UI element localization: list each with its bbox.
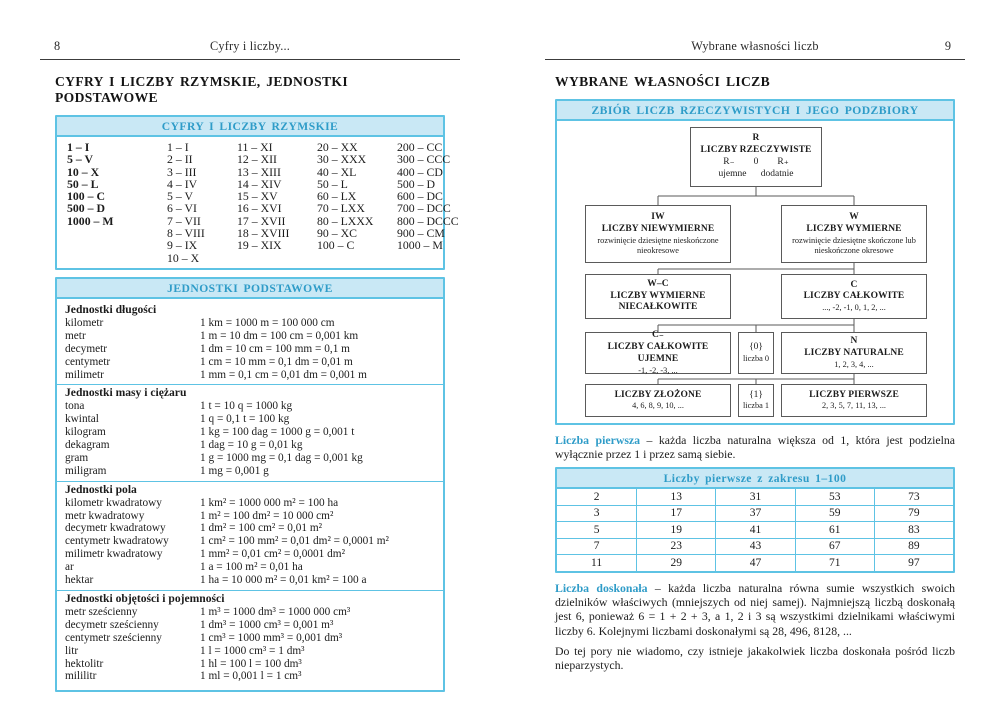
prime-cell: 83 [874,521,953,538]
prime-cell: 41 [715,521,794,538]
prime-cell: 23 [636,538,715,555]
unit-conversion: 1 km² = 1000 000 m² = 100 ha [200,496,339,509]
unit-row [57,658,443,671]
roman-pair: 14 – XIV [237,176,282,191]
roman-column-4 [317,141,397,264]
roman-pair: 2 – II [167,152,193,167]
unit-row [57,343,443,356]
primes-table [555,467,955,573]
prime-cell: 67 [795,538,874,555]
roman-pair: 4 – IV [167,176,198,191]
prime-cell: 97 [874,554,953,571]
perfect-number-definition [555,581,955,638]
roman-pair: 16 – XVI [237,201,282,216]
prime-cell: 79 [874,505,953,522]
roman-pair: 19 – XIX [237,238,282,253]
unit-conversion: 1 g = 1000 mg = 0,1 dag = 0,001 kg [200,451,363,464]
roman-pair: 900 – CM [397,226,445,241]
unit-row [57,510,443,523]
unit-row [57,452,443,465]
diagram-title: ZBIÓR LICZB RZECZYWISTYCH I JEGO PODZBIORY [557,101,953,121]
roman-numerals-table [55,115,459,270]
unit-conversion: 1 dm³ = 1000 cm³ = 0,001 m³ [200,618,334,631]
roman-column-2 [167,141,237,264]
roman-pair: 12 – XII [237,152,277,167]
diagram-canvas [557,121,953,423]
diagram-box-line: LICZBY CAŁKOWITE [803,291,905,302]
unit-name: kilogram [65,426,106,439]
roman-pair: 400 – CD [397,164,443,179]
prime-cell: 37 [715,505,794,522]
unit-name: dekagram [65,439,110,452]
roman-pair: 1000 – M [397,238,443,253]
roman-pair: 6 – VI [167,201,197,216]
diagram-box-line: rozwinięcie dziesiętne skończone lub nieskończone okresowe [792,235,916,255]
unit-name: kwintal [65,413,99,426]
primes-table-body [557,489,953,571]
unit-row [57,548,443,561]
roman-pair: 11 – XI [237,140,273,154]
unit-conversion: 1 kg = 100 dag = 1000 g = 0,001 t [200,426,355,439]
unit-section-heading: Jednostki długości [65,302,157,316]
basic-units-table [55,277,445,692]
unit-row [57,632,443,645]
unit-row [57,426,443,439]
unit-conversion: 1 dm² = 100 cm² = 0,01 m² [200,522,323,535]
unit-conversion: 1 cm² = 100 mm² = 0,01 dm² = 0,0001 m² [200,535,389,548]
definition-text: – każda liczba naturalna równa sumie wszystkich swoich dzielników właściwych (mniejszych od niej samej). Najmniejszą liczbą doskonałą jest 6, ponieważ 6 = 1 + 2 + 3, a 1, 2 i 3 są wszystkimi dzielnikami właściwymi liczby 6. Kolejnymi liczbami doskonałymi są 28, 496, 8128, ... [555,580,955,638]
diagram-box-zlozone [585,384,731,417]
unit-name: gram [65,451,89,464]
unit-conversion: 1 ha = 10 000 m² = 0,01 km² = 100 a [200,574,367,587]
unit-name: hektolitr [65,657,104,670]
page-title: CYFRY I LICZBY RZYMSKIE, JEDNOSTKI PODSTAWOWE [55,74,348,105]
page-title: WYBRANE WŁASNOŚCI LICZB [555,74,771,89]
unit-row [57,522,443,535]
diagram-box-line: liczba 0 [742,353,770,363]
unit-conversion: 1 m² = 100 dm² = 10 000 cm² [200,509,334,522]
roman-column-3 [237,141,317,264]
unit-name: decymetr [65,342,108,355]
unit-name: centymetr sześcienny [65,631,162,644]
real-numbers-diagram [555,99,955,425]
roman-pair: 600 – DC [397,189,443,204]
diagram-box-line: LICZBY ZŁOŻONE [614,389,702,400]
unit-conversion: 1 mm = 0,1 cm = 0,01 dm = 0,001 m [200,368,367,381]
roman-column-5 [397,141,459,264]
prime-cell: 31 [715,489,794,505]
unit-row [57,369,443,382]
perfect-number-note: Do tej pory nie wiadomo, czy istnieje jakakolwiek liczba doskonała pośród liczb nieparzystych. [555,643,955,672]
unit-name: miligram [65,464,107,477]
unit-row [57,619,443,632]
unit-conversion: 1 hl = 100 l = 100 dm³ [200,657,302,670]
running-head-right [545,30,965,60]
roman-pair: 90 – XC [317,226,357,241]
running-head-left [40,30,460,60]
diagram-box-r [690,127,822,187]
diagram-box-line: LICZBY WYMIERNE [806,223,902,234]
diagram-box-line: IW [651,212,665,222]
diagram-box-cneg [585,332,731,374]
roman-pair: 800 – DCCC [397,213,459,228]
roman-pair: 3 – III [167,164,197,179]
unit-conversion: 1 ml = 0,001 l = 1 cm³ [200,670,302,683]
unit-row [57,317,443,330]
unit-section-heading: Jednostki masy i ciężaru [65,386,187,400]
prime-cell: 43 [715,538,794,555]
unit-conversion: 1 mg = 0,001 g [200,464,269,477]
unit-name: litr [65,644,79,657]
unit-name: centymetr [65,355,111,368]
unit-section [57,384,443,480]
page-right [545,30,965,678]
diagram-box-line: LICZBY WYMIERNE [610,290,706,301]
unit-conversion: 1 cm = 10 mm = 0,1 dm = 0,01 m [200,355,353,368]
roman-pair: 17 – XVII [237,213,286,228]
running-title: Wybrane własności liczb [691,39,819,53]
diagram-box-wc [585,274,731,319]
unit-row [57,400,443,413]
roman-pair: 18 – XVIII [237,226,290,241]
roman-pair: 100 – C [67,189,106,204]
diagram-box-line: LICZBY NIEWYMIERNE [601,223,715,234]
unit-row [57,413,443,426]
unit-row [57,497,443,510]
diagram-box-n [781,332,927,374]
unit-section [57,590,443,686]
roman-pair: 1 – I [167,140,189,154]
diagram-box-line: LICZBY NATURALNE [804,347,904,358]
roman-pair: 50 – L [317,176,348,191]
prime-cell: 7 [557,538,636,555]
roman-pair: 8 – VIII [167,226,205,241]
unit-conversion: 1 q = 0,1 t = 100 kg [200,413,290,426]
prime-cell: 11 [557,554,636,571]
unit-row [57,574,443,587]
diagram-box-line: {1} [749,389,763,400]
unit-conversion: 1 m³ = 1000 dm³ = 1000 000 cm³ [200,605,351,618]
page-left [40,30,460,699]
roman-pair: 80 – LXXX [317,213,374,228]
unit-row [57,465,443,478]
diagram-box-line: 4, 6, 8, 9, 10, ... [632,401,684,411]
definition-term: Liczba doskonała [555,580,648,595]
roman-pair: 60 – LX [317,189,357,204]
diagram-box-pierwsze [781,384,927,417]
diagram-box-w [781,205,927,263]
prime-cell: 47 [715,554,794,571]
unit-row [57,356,443,369]
prime-cell: 61 [795,521,874,538]
unit-name: ar [65,561,74,574]
diagram-box-line: ..., -2, -1, 0, 1, 2, ... [822,303,886,313]
prime-number-definition [555,433,955,461]
roman-pair: 700 – DCC [397,201,451,216]
unit-row [57,645,443,658]
running-title: Cyfry i liczby... [209,39,291,53]
roman-column-1 [67,141,167,264]
unit-conversion: 1 dm = 10 cm = 100 mm = 0,1 m [200,342,350,355]
unit-conversion: 1 cm³ = 1000 mm³ = 0,001 dm³ [200,631,343,644]
prime-cell: 53 [795,489,874,505]
units-table-body [57,299,443,690]
diagram-box-line: 1, 2, 3, 4, ... [834,359,874,369]
unit-name: milimetr kwadratowy [65,548,163,561]
prime-cell: 71 [795,554,874,571]
roman-pair: 15 – XV [237,189,278,204]
diagram-box-line: LICZBY PIERWSZE [809,389,899,400]
prime-cell: 19 [636,521,715,538]
prime-cell: 2 [593,490,600,503]
unit-conversion: 1 dag = 10 g = 0,01 kg [200,439,303,452]
roman-pair: 100 – C [317,238,355,253]
roman-pair: 300 – CCC [397,152,451,167]
diagram-box-line: LICZBY CAŁKOWITE UJEMNE [607,342,709,364]
diagram-box-line: N [850,336,858,347]
unit-name: milimetr [65,368,104,381]
diagram-box-line: NIECAŁKOWITE [618,302,698,313]
unit-name: centymetr kwadratowy [65,535,169,548]
diagram-box-line: C₋ [651,330,665,341]
diagram-box-line: C [850,279,858,290]
diagram-box-line: LICZBY RZECZYWISTE [700,145,812,156]
unit-name: metr [65,329,86,342]
unit-section [57,481,443,590]
diagram-box-c [781,274,927,319]
unit-name: metr kwadratowy [65,509,145,522]
unit-name: tona [65,400,85,413]
diagram-box-line: W–C [647,278,669,289]
unit-section-heading: Jednostki objętości i pojemności [65,592,225,605]
unit-name: kilometr [65,316,104,329]
roman-pair: 5 – V [67,152,94,167]
unit-conversion: 1 t = 10 q = 1000 kg [200,400,293,413]
prime-cell: 3 [557,505,636,522]
roman-pair: 10 – X [167,250,200,265]
roman-pair: 200 – CC [397,140,443,154]
roman-pair: 50 – L [67,176,99,191]
units-table-title: JEDNOSTKI PODSTAWOWE [57,279,443,299]
prime-cell: 59 [795,505,874,522]
roman-pair: 1000 – M [67,213,114,228]
roman-pair: 40 – XL [317,164,357,179]
page-number: 8 [54,39,61,53]
unit-section [57,302,443,384]
diagram-box-line: rozwinięcie dziesiętne nieskończone nieokresowe [597,235,719,255]
definition-text: – każda liczba naturalna większa od 1, która jest podzielna wyłącznie przez 1 i przez samą siebie. [555,433,955,462]
diagram-box-line: 2, 3, 5, 7, 11, 13, ... [822,401,886,411]
unit-conversion: 1 l = 1000 cm³ = 1 dm³ [200,644,305,657]
unit-name: hektar [65,574,94,587]
prime-cell: 17 [636,505,715,522]
prime-cell: 73 [874,489,953,505]
roman-pair: 9 – IX [167,238,198,253]
diagram-box-line: liczba 1 [742,401,770,411]
roman-pair: 70 – LXX [317,201,365,216]
unit-conversion: 1 km = 1000 m = 100 000 cm [200,316,335,329]
page-number: 9 [944,39,951,53]
unit-name: decymetr sześcienny [65,618,159,631]
roman-pair: 500 – D [67,201,106,216]
unit-row [57,330,443,343]
prime-cell: 29 [636,554,715,571]
prime-cell: 5 [557,521,636,538]
unit-row [57,561,443,574]
roman-pair: 1 – I [67,140,90,154]
roman-table-body [57,137,459,268]
unit-section-heading: Jednostki pola [65,482,137,496]
unit-row [57,606,443,619]
diagram-box-iw [585,205,731,263]
diagram-box-one [738,384,774,417]
unit-row [57,535,443,548]
diagram-box-line: -1, -2, -3, ... [638,365,678,375]
unit-name: decymetr kwadratowy [65,522,166,535]
roman-pair: 13 – XIII [237,164,281,179]
roman-pair: 20 – XX [317,140,358,154]
unit-conversion: 1 m = 10 dm = 100 cm = 0,001 km [200,329,359,342]
prime-cell: 89 [874,538,953,555]
unit-row [57,439,443,452]
diagram-box-line: ujemne dodatnie [718,168,794,179]
unit-name: metr sześcienny [65,605,138,618]
unit-conversion: 1 a = 100 m² = 0,01 ha [200,561,303,574]
unit-conversion: 1 mm² = 0,01 cm² = 0,0001 dm² [200,548,345,561]
diagram-box-line: R [752,133,760,144]
definition-term: Liczba pierwsza [555,433,641,447]
unit-name: mililitr [65,670,97,683]
roman-pair: 10 – X [67,164,100,179]
diagram-box-zero [738,332,774,374]
diagram-box-line: W [849,212,859,222]
prime-cell: 13 [636,489,715,505]
unit-name: kilometr kwadratowy [65,496,162,509]
roman-pair: 5 – V [167,189,194,204]
unit-row [57,670,443,683]
roman-table-title: CYFRY I LICZBY RZYMSKIE [57,117,443,137]
diagram-box-line: {0} [749,342,763,352]
primes-table-title: Liczby pierwsze z zakresu 1–100 [557,469,953,489]
roman-pair: 500 – D [397,176,436,191]
roman-pair: 30 – XXX [317,152,367,167]
diagram-box-line: R₋ 0 R₊ [723,157,789,167]
roman-pair: 7 – VII [167,213,201,228]
